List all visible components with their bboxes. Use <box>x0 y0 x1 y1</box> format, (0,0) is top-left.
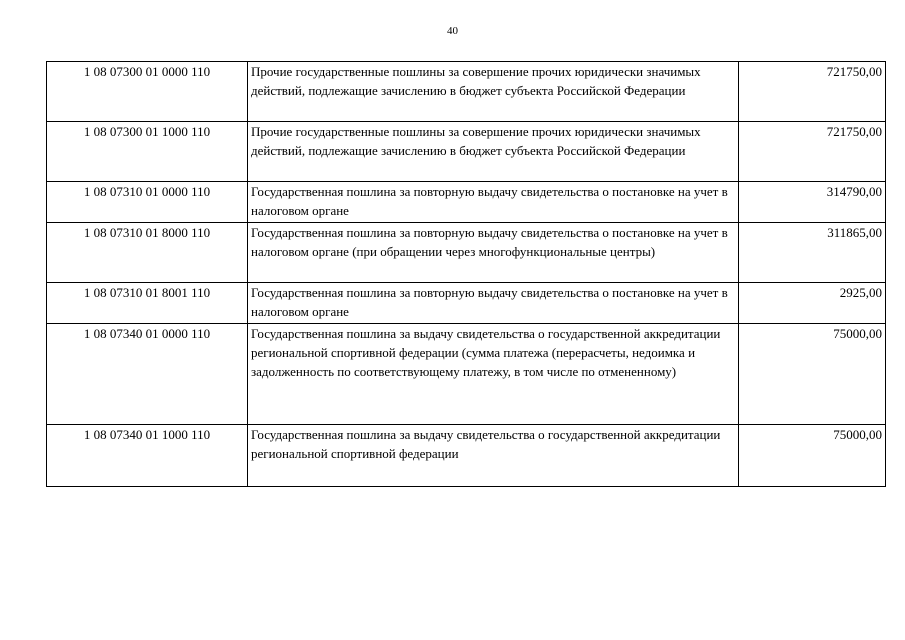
table-row <box>47 324 886 425</box>
revenue-amount: 314790,00 <box>739 182 886 223</box>
revenue-amount: 75000,00 <box>739 324 886 425</box>
revenue-code: 1 08 07300 01 0000 110 <box>47 62 248 122</box>
table-row <box>47 223 886 283</box>
revenue-name: Государственная пошлина за повторную выдачу свидетельства о постановке на учет в налоговом органе (при обращении через многофункциональные центры) <box>248 223 739 283</box>
revenue-code: 1 08 07310 01 8000 110 <box>47 223 248 283</box>
revenue-amount: 721750,00 <box>739 122 886 182</box>
revenue-name: Прочие государственные пошлины за совершение прочих юридически значимых действий, подлежащие зачислению в бюджет субъекта Российской Федерации <box>248 62 739 122</box>
revenue-name: Государственная пошлина за выдачу свидетельства о государственной аккредитации региональной спортивной федерации (сумма платежа (перерасчеты, недоимка и задолженность по соответствующему платежу, в том числе по отмененному) <box>248 324 739 425</box>
budget-revenue-table <box>46 61 886 487</box>
revenue-amount: 721750,00 <box>739 62 886 122</box>
table-row <box>47 62 886 122</box>
revenue-code: 1 08 07310 01 8001 110 <box>47 283 248 324</box>
revenue-name: Государственная пошлина за выдачу свидетельства о государственной аккредитации региональной спортивной федерации <box>248 425 739 487</box>
revenue-code: 1 08 07300 01 1000 110 <box>47 122 248 182</box>
revenue-amount: 2925,00 <box>739 283 886 324</box>
table-row <box>47 425 886 487</box>
revenue-code: 1 08 07340 01 1000 110 <box>47 425 248 487</box>
table-row <box>47 182 886 223</box>
revenue-name: Прочие государственные пошлины за совершение прочих юридически значимых действий, подлежащие зачислению в бюджет субъекта Российской Федерации <box>248 122 739 182</box>
revenue-code: 1 08 07310 01 0000 110 <box>47 182 248 223</box>
revenue-name: Государственная пошлина за повторную выдачу свидетельства о постановке на учет в налоговом органе <box>248 182 739 223</box>
table-row <box>47 122 886 182</box>
table-row <box>47 283 886 324</box>
revenue-code: 1 08 07340 01 0000 110 <box>47 324 248 425</box>
revenue-amount: 75000,00 <box>739 425 886 487</box>
revenue-amount: 311865,00 <box>739 223 886 283</box>
page-number: 40 <box>447 25 458 37</box>
revenue-name: Государственная пошлина за повторную выдачу свидетельства о постановке на учет в налоговом органе <box>248 283 739 324</box>
